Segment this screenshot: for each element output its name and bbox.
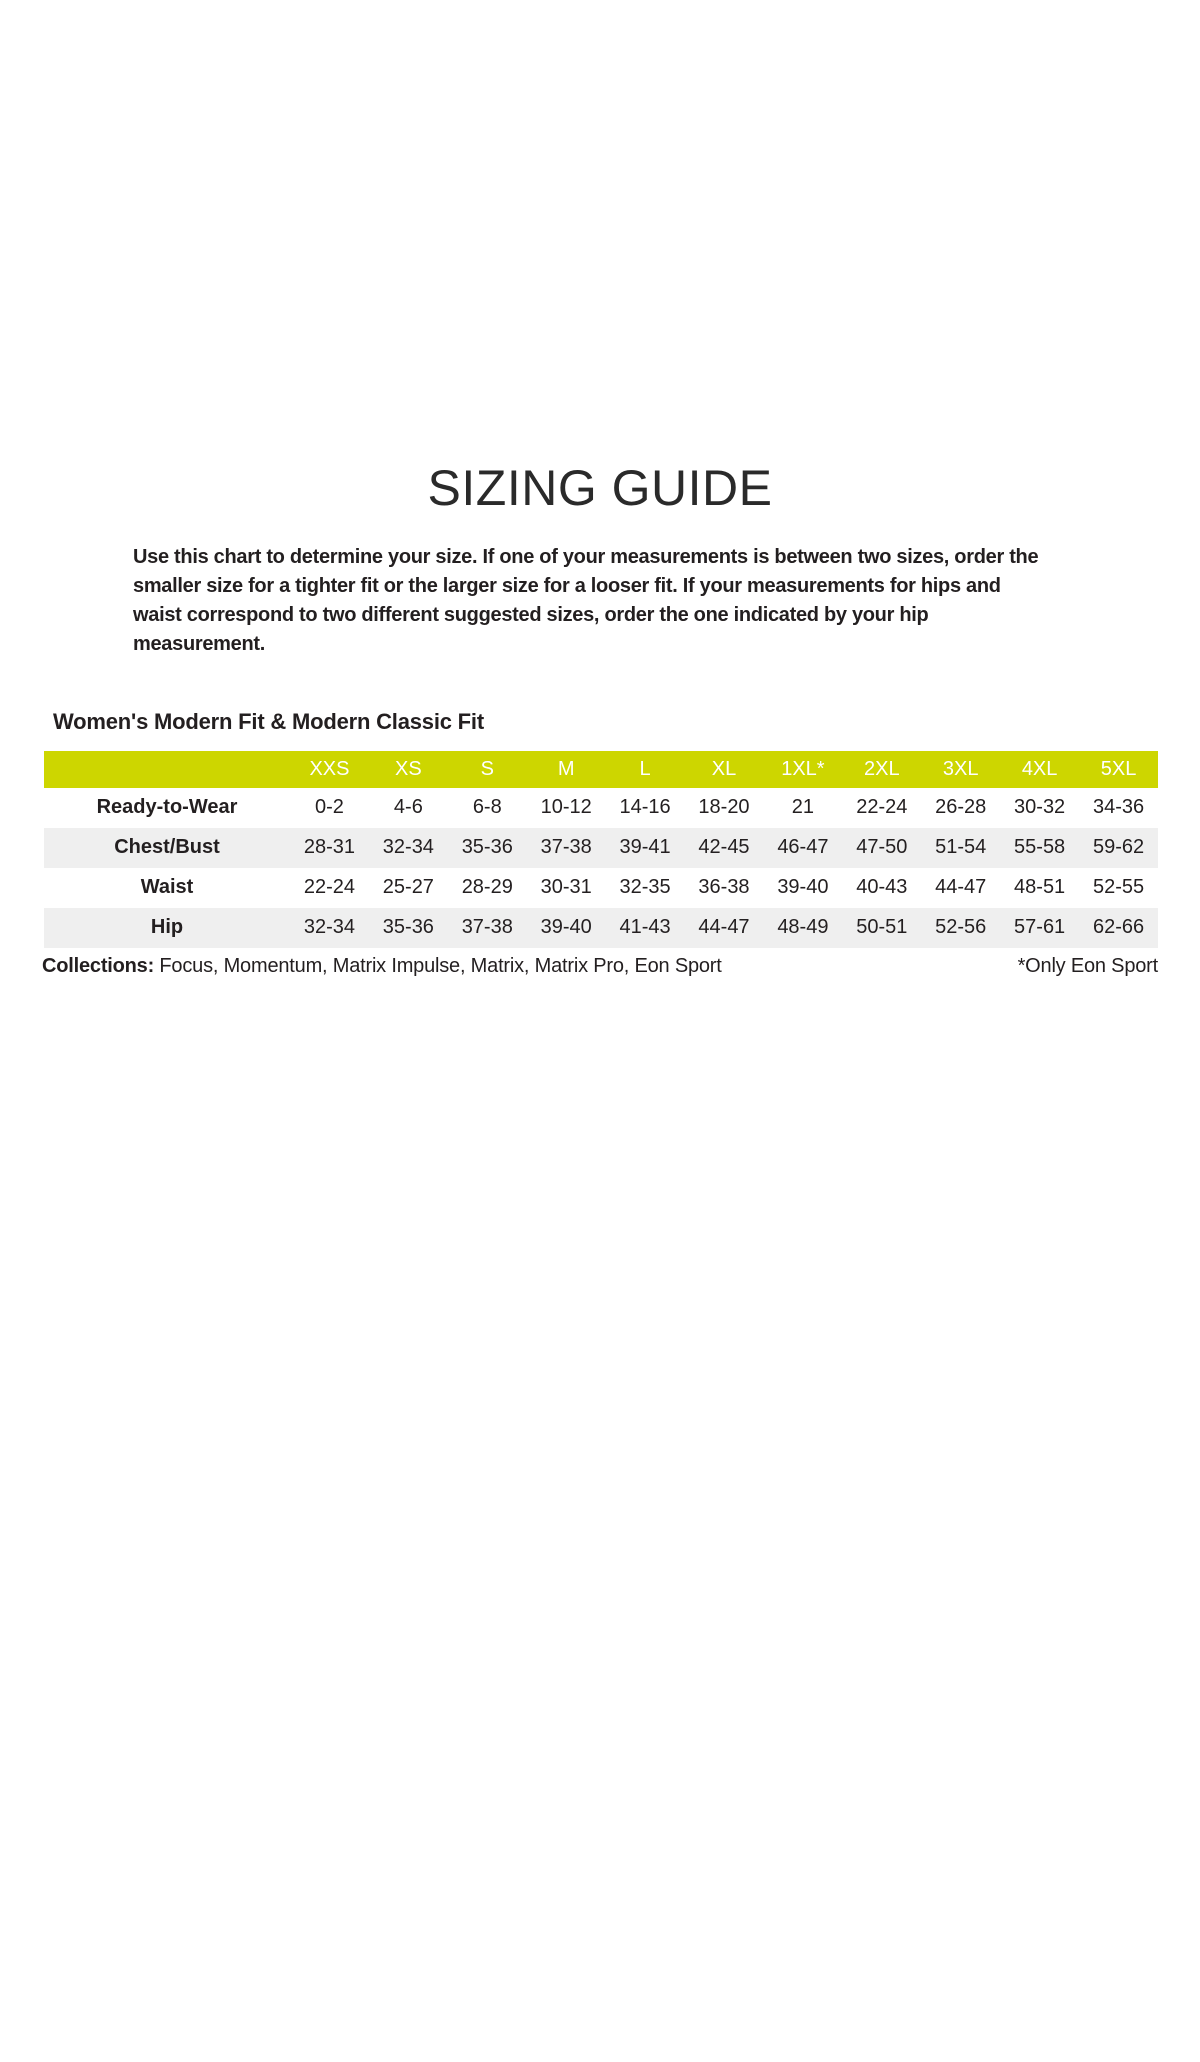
size-cell: 25-27 xyxy=(382,876,434,898)
sizing-table xyxy=(44,751,1158,948)
size-cell: 28-29 xyxy=(461,876,513,898)
asterisk-note: *Only Eon Sport xyxy=(1017,954,1158,977)
size-cell: 50-51 xyxy=(856,916,908,938)
size-cell: 44-47 xyxy=(935,876,987,898)
size-cell: 44-47 xyxy=(698,916,750,938)
size-cell: 26-28 xyxy=(935,796,987,818)
corner-cell xyxy=(44,751,290,788)
size-cell: 34-36 xyxy=(1092,796,1145,818)
size-cell: 37-38 xyxy=(540,836,592,858)
size-cell: 10-12 xyxy=(540,796,592,818)
size-cell: 39-40 xyxy=(777,876,829,898)
size-header: 5XL xyxy=(1100,757,1137,780)
size-cell: 30-31 xyxy=(540,876,592,898)
size-cell: 6-8 xyxy=(472,796,502,818)
table-row xyxy=(44,788,1158,828)
size-cell: 48-49 xyxy=(777,916,829,938)
size-header: M xyxy=(557,757,575,780)
row-label: Chest/Bust xyxy=(114,836,220,858)
collections-row xyxy=(42,955,1158,978)
collections-label: Collections: xyxy=(42,954,155,977)
size-cell: 4-6 xyxy=(393,796,423,818)
size-cell: 48-51 xyxy=(1014,876,1066,898)
size-header: XXS xyxy=(309,757,350,780)
size-cell: 51-54 xyxy=(935,836,987,858)
size-cell: 52-55 xyxy=(1092,876,1145,898)
collections-list: Focus, Momentum, Matrix Impulse, Matrix, Matrix Pro, Eon Sport xyxy=(154,954,722,977)
size-header: L xyxy=(639,757,651,780)
size-cell: 18-20 xyxy=(698,796,750,818)
size-cell: 32-34 xyxy=(382,836,434,858)
size-cell: 22-24 xyxy=(856,796,908,818)
size-cell: 52-56 xyxy=(935,916,987,938)
size-cell: 30-32 xyxy=(1014,796,1066,818)
size-cell: 40-43 xyxy=(856,876,908,898)
size-cell: 55-58 xyxy=(1014,836,1066,858)
row-label: Waist xyxy=(140,876,194,898)
table-row xyxy=(44,908,1158,948)
size-cell: 39-40 xyxy=(540,916,592,938)
table-row xyxy=(44,828,1158,868)
size-cell: 59-62 xyxy=(1092,836,1145,858)
size-cell: 35-36 xyxy=(382,916,434,938)
intro-text: Use this chart to determine your size. If one of your measurements is between two sizes, order the smaller size for a tighter fit or the larger size for a looser fit. If your measurements for hips and waist correspond to two different suggested sizes, order the one indicated by your hip measurement. xyxy=(133,545,1039,655)
size-cell: 28-31 xyxy=(303,836,356,858)
size-cell: 36-38 xyxy=(698,876,750,898)
row-label: Ready-to-Wear xyxy=(96,796,238,818)
size-header: 1XL* xyxy=(781,757,825,780)
size-header: S xyxy=(480,757,494,780)
size-cell: 22-24 xyxy=(303,876,356,898)
page-title: SIZING GUIDE xyxy=(427,460,773,516)
size-cell: 41-43 xyxy=(619,916,671,938)
row-label: Hip xyxy=(150,916,184,938)
size-cell: 14-16 xyxy=(619,796,671,818)
size-header: 3XL xyxy=(942,757,979,780)
size-header: XS xyxy=(395,757,422,780)
size-cell: 32-34 xyxy=(303,916,356,938)
collections-note xyxy=(42,955,722,978)
table-row xyxy=(44,868,1158,908)
size-header-row xyxy=(44,751,1158,788)
sizing-table-body xyxy=(44,788,1158,948)
size-cell: 62-66 xyxy=(1092,916,1145,938)
size-header: 2XL xyxy=(864,757,900,780)
size-header: XL xyxy=(711,757,737,780)
size-cell: 37-38 xyxy=(461,916,513,938)
size-cell: 46-47 xyxy=(777,836,829,858)
size-cell: 42-45 xyxy=(698,836,750,858)
size-cell: 32-35 xyxy=(619,876,671,898)
size-cell: 57-61 xyxy=(1014,916,1066,938)
size-cell: 39-41 xyxy=(619,836,671,858)
size-cell: 21 xyxy=(791,796,815,818)
size-cell: 47-50 xyxy=(856,836,908,858)
size-header: 4XL xyxy=(1021,757,1058,780)
size-cell: 0-2 xyxy=(315,796,344,818)
section-heading: Women's Modern Fit & Modern Classic Fit xyxy=(53,708,484,734)
size-cell: 35-36 xyxy=(461,836,513,858)
